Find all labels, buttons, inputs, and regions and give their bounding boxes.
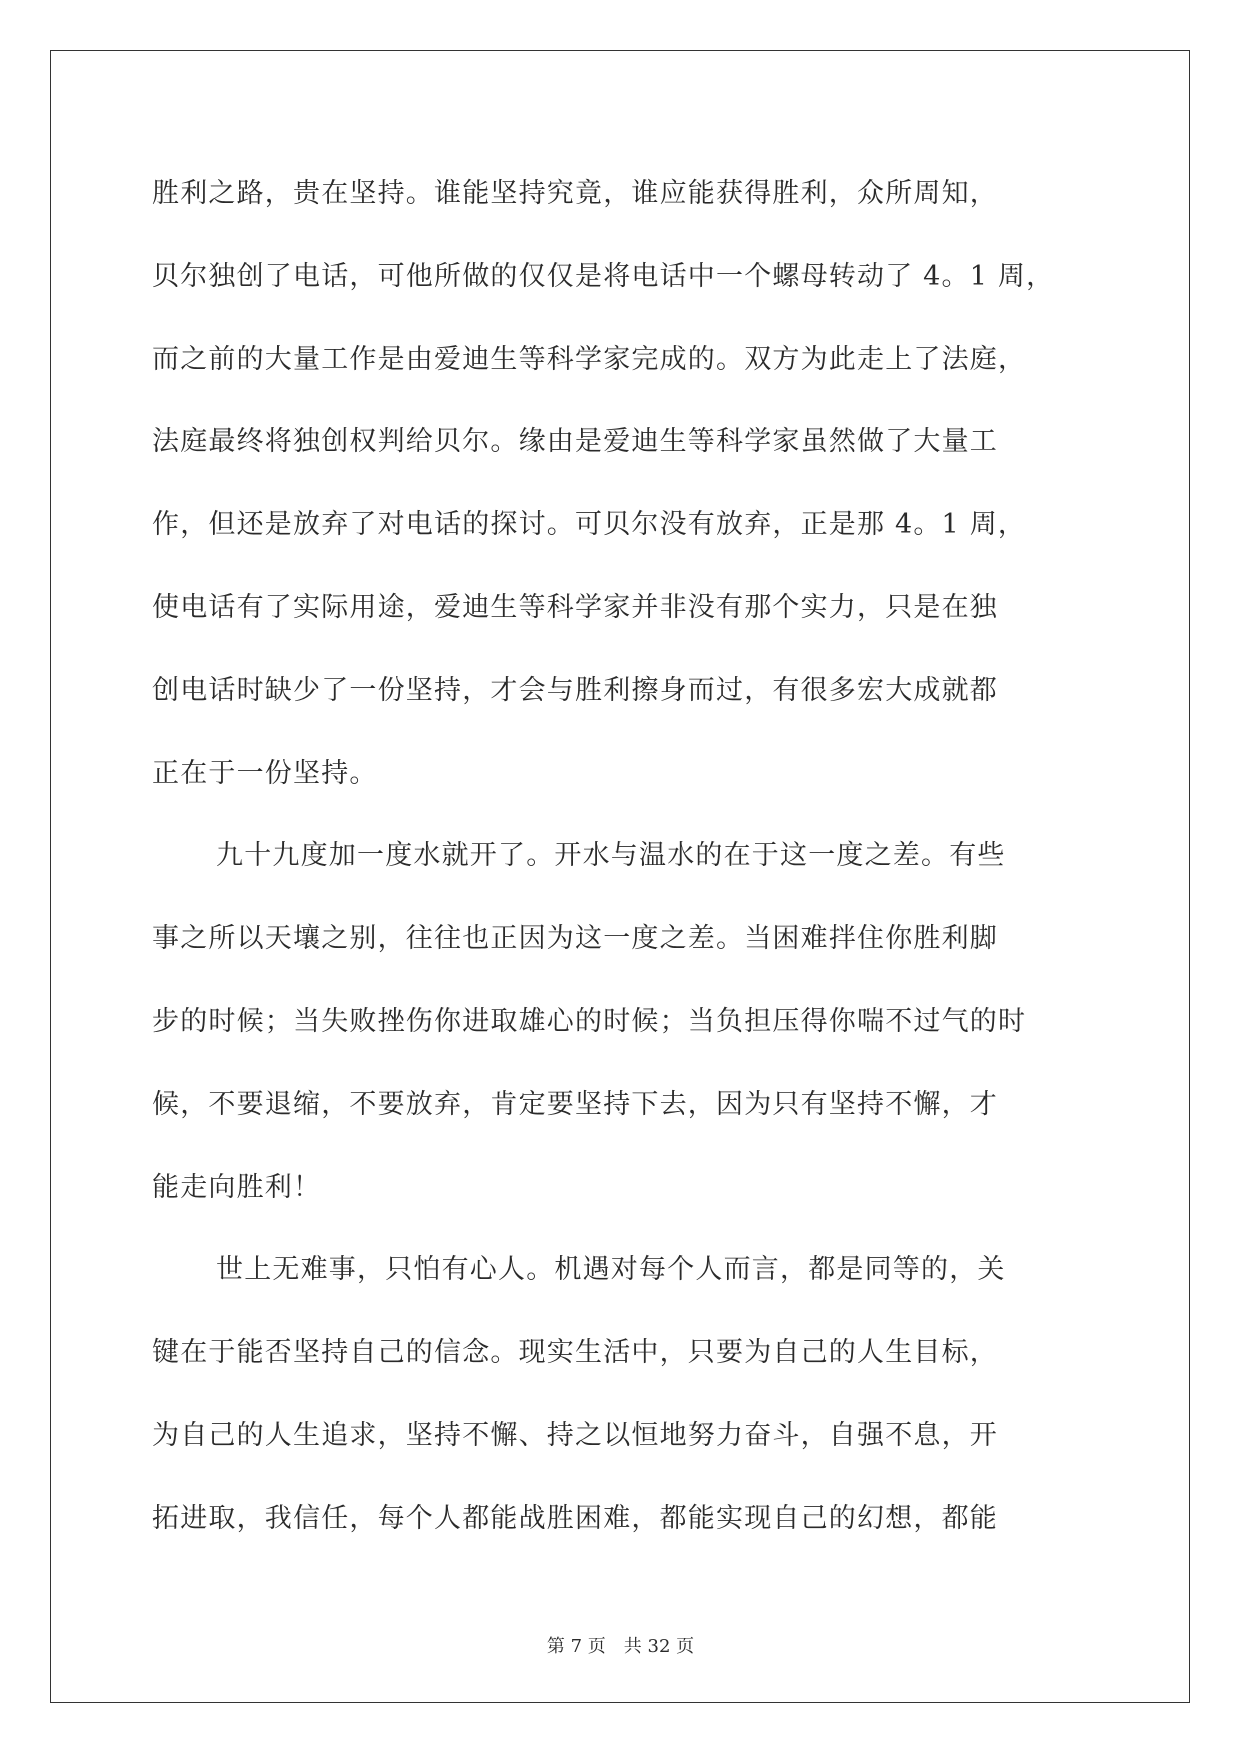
text-line: 键在于能否坚持自己的信念。现实生活中，只要为自己的人生目标， xyxy=(152,1337,998,1369)
text-line: 使电话有了实际用途，爱迪生等科学家并非没有那个实力，只是在独 xyxy=(152,591,998,623)
text-line: 候，不要退缩，不要放弃，肯定要坚持下去，因为只有坚持不懈，才 xyxy=(152,1088,998,1120)
text-line: 拓进取，我信任，每个人都能战胜困难，都能实现自己的幻想，都能 xyxy=(152,1502,998,1534)
text-line: 胜利之路，贵在坚持。谁能坚持究竟，谁应能获得胜利，众所周知， xyxy=(152,178,998,209)
text-line: 而之前的大量工作是由爱迪生等科学家完成的。双方为此走上了法庭， xyxy=(152,343,1027,375)
text-line: 为自己的人生追求，坚持不懈、持之以恒地努力奋斗，自强不息，开 xyxy=(152,1419,998,1451)
paragraph-first-line: 世上无难事，只怕有心人。机遇对每个人而言，都是同等的，关 xyxy=(216,1254,1006,1286)
text-line: 正在于一份坚持。 xyxy=(152,757,378,789)
paragraph-first-line: 九十九度加一度水就开了。开水与温水的在于这一度之差。有些 xyxy=(216,840,1006,872)
text-line: 创电话时缺少了一份坚持，才会与胜利擦身而过，有很多宏大成就都 xyxy=(152,674,998,706)
text-line: 贝尔独创了电话，可他所做的仅仅是将电话中一个螺母转动了 4。1 周， xyxy=(152,260,1055,292)
text-line: 作，但还是放弃了对电话的探讨。可贝尔没有放弃，正是那 4。1 周， xyxy=(152,509,1027,541)
page-number: 第 7 页 共 32 页 xyxy=(546,1636,695,1657)
text-line: 法庭最终将独创权判给贝尔。缘由是爱迪生等科学家虽然做了大量工 xyxy=(152,426,998,458)
text-line: 步的时候；当失败挫伤你进取雄心的时候；当负担压得你喘不过气的时 xyxy=(152,1005,1027,1037)
text-line: 事之所以天壤之别，往往也正因为这一度之差。当困难拌住你胜利脚 xyxy=(152,923,998,955)
text-line: 能走向胜利！ xyxy=(152,1171,322,1203)
body-text xyxy=(152,153,1092,1561)
